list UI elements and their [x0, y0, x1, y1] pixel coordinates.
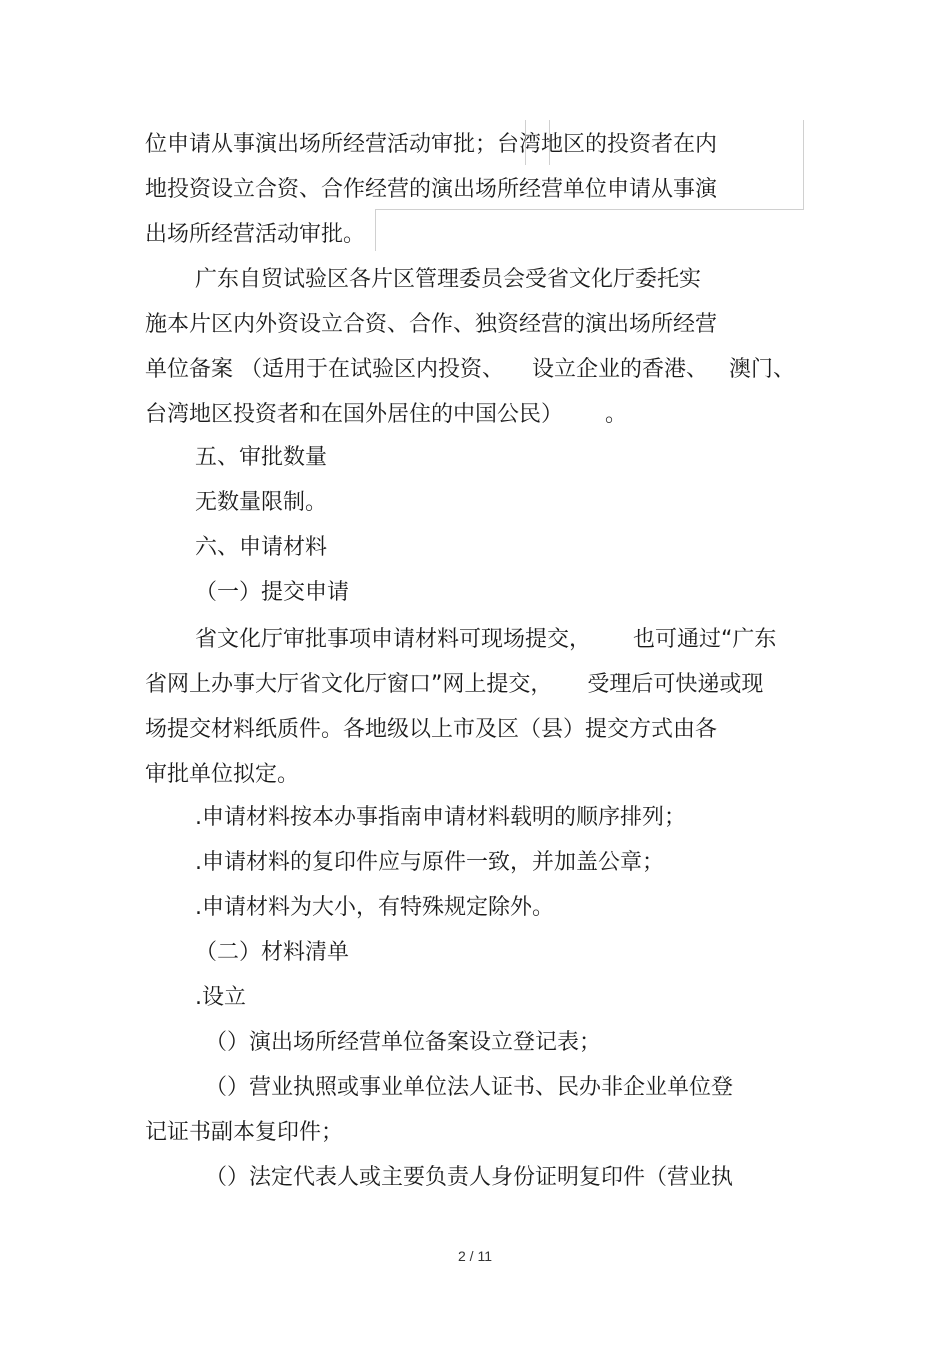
text-line: 场提交材料纸质件。各地级以上市及区（县）提交方式由各 — [145, 717, 718, 742]
text-line: 台湾地区投资者和在国外居住的中国公民） 。 — [145, 402, 627, 427]
list-item: .申请材料按本办事指南申请材料载明的顺序排列； — [195, 805, 686, 830]
section-heading: 六、申请材料 — [195, 535, 328, 560]
text-line: 出场所经营活动审批。 — [145, 222, 366, 247]
list-item: （）营业执照或事业单位法人证书、民办非企业单位登 — [205, 1075, 734, 1100]
section-heading: 五、审批数量 — [195, 445, 328, 470]
frame-line-left — [375, 209, 376, 251]
list-item: （）演出场所经营单位备案设立登记表； — [205, 1030, 602, 1055]
page-number: 2 / 11 — [458, 1248, 492, 1264]
text-line: 审批单位拟定。 — [145, 762, 300, 787]
list-item: .申请材料的复印件应与原件一致，并加盖公章； — [195, 850, 664, 875]
list-item: （）法定代表人或主要负责人身份证明复印件（营业执 — [205, 1165, 734, 1190]
frame-line-bottom — [375, 209, 804, 210]
text-line: 单位备案 （适用于在试验区内投资、 设立企业的香港、 澳门、 — [145, 357, 795, 382]
text-line: 广东自贸试验区各片区管理委员会受省文化厅委托实 — [195, 267, 702, 292]
subsection-heading: （一）提交申请 — [195, 580, 350, 605]
frame-line-right — [803, 120, 804, 210]
text-line: 施本片区内外资设立合资、合作、独资经营的演出场所经营 — [145, 312, 718, 337]
text-line: 记证书副本复印件； — [145, 1120, 344, 1145]
list-item: .申请材料为大小，有特殊规定除外。 — [195, 895, 554, 920]
text-line: 省文化厅审批事项申请材料可现场提交， 也可通过“广东 — [195, 627, 777, 652]
text-line: 无数量限制。 — [195, 490, 328, 515]
list-item: .设立 — [195, 985, 246, 1010]
text-line: 省网上办事大厅省文化厅窗口”网上提交， 受理后可快递或现 — [145, 672, 764, 697]
subsection-heading: （二）材料清单 — [195, 940, 350, 965]
text-line: 位申请从事演出场所经营活动审批；台湾地区的投资者在内 — [145, 132, 718, 157]
text-line: 地投资设立合资、合作经营的演出场所经营单位申请从事演 — [145, 177, 718, 202]
